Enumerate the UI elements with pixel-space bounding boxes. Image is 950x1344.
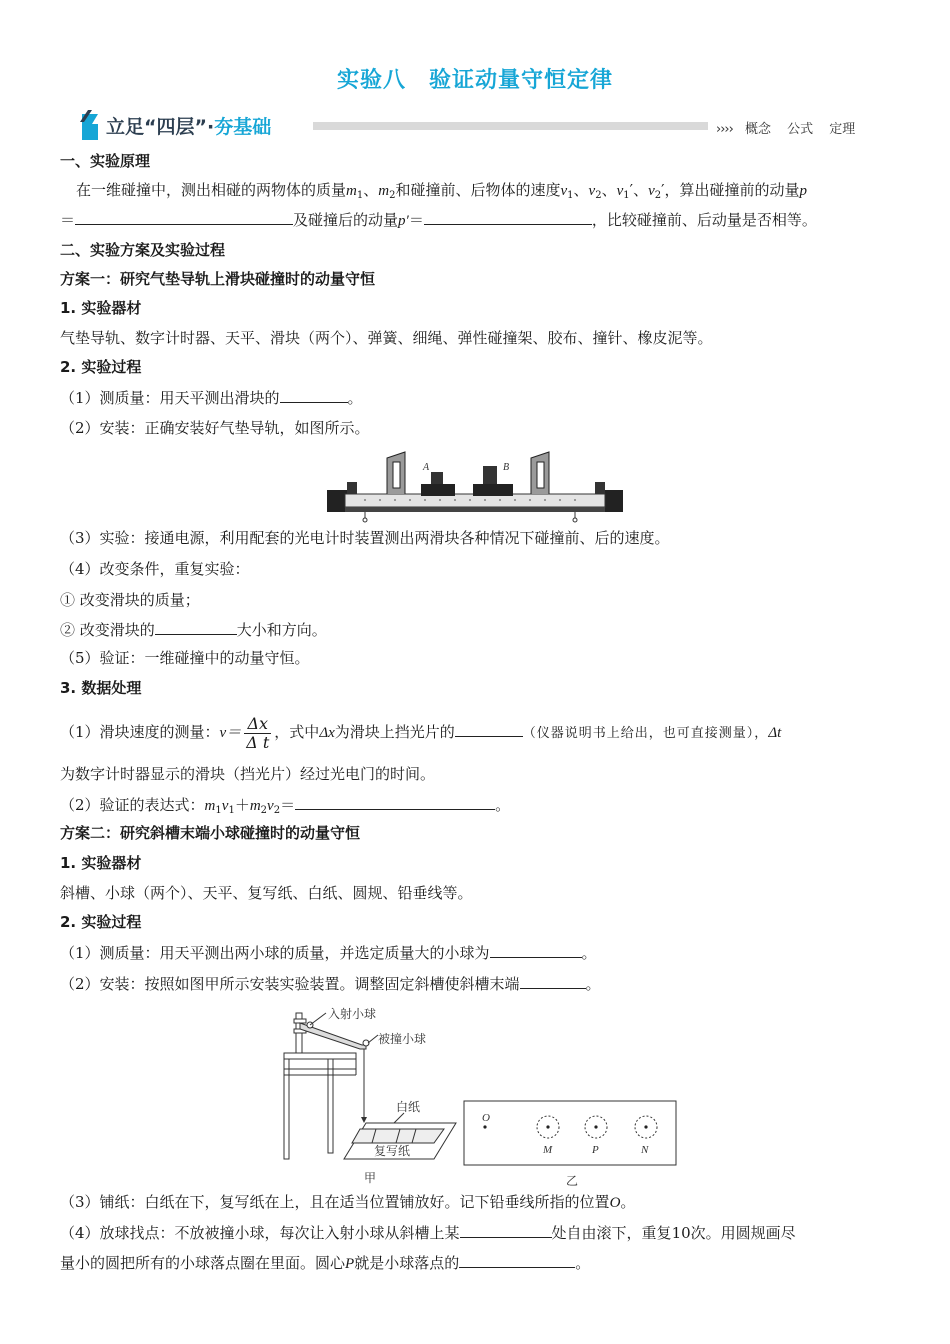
step-4b: ② 改变滑块的 大小和方向。 — [60, 621, 327, 639]
principle-line-1: 在一维碰撞中，测出相碰的两物体的质量$m_1$、$m_2$和碰撞前、后物体的速度$v_1$、$v_2$、$v_1'$、$v_2'$，算出碰撞前的动量p — [76, 181, 808, 201]
plan2-step-4-cont: 量小的圆把所有的小球落点圈在里面。圆心P就是小球落点的 。 — [60, 1254, 591, 1272]
collision-apparatus-figure — [276, 1005, 682, 1187]
caption-jia: 甲 — [364, 1171, 377, 1185]
step-5: （5）验证：一维碰撞中的动量守恒。 — [60, 649, 310, 667]
slider-a-label: A — [423, 462, 430, 473]
label-incident-ball: 入射小球 — [328, 1007, 377, 1021]
heading-principle: 一、实验原理 — [60, 152, 151, 170]
air-track-figure — [325, 450, 625, 525]
point-n-label: N — [641, 1144, 649, 1156]
caption-yi: 乙 — [566, 1174, 579, 1187]
tag-concept: 概念 — [744, 122, 771, 137]
label-white-paper: 白纸 — [396, 1100, 421, 1114]
blank-p-after — [424, 209, 592, 225]
data-1: （1）滑块速度的测量：v＝ $\frac{\Delta x}{\text{Δ t}}$ ，式中Δx为滑块上挡光片的 （仪器说明书上给出，也可直接测量），Δt — [60, 713, 782, 752]
plan2-step-1: （1）测质量：用天平测出两小球的质量，并选定质量大的小球为 。 — [60, 944, 597, 962]
plan2-equipment-text: 斜槽、小球（两个）、天平、复写纸、白纸、圆规、铅垂线等。 — [60, 884, 473, 902]
data-2: （2）验证的表达式：$m_1v_1+m_2v_2=$ 。 — [60, 796, 511, 816]
section-banner — [78, 110, 878, 144]
plan2-step-2: （2）安装：按照如图甲所示安装实验装置。调整固定斜槽使斜槽末端 。 — [60, 975, 601, 993]
step-2: （2）安装：正确安装好气垫导轨，如图所示。 — [60, 419, 370, 437]
banner-label: 立足“四层” — [106, 116, 207, 138]
tag-formula: 公式 — [787, 122, 814, 137]
plan1-process-heading: 2. 实验过程 — [60, 358, 142, 376]
step-1: （1）测质量：用天平测出滑块的 。 — [60, 389, 363, 407]
label-carbon-paper: 复写纸 — [374, 1144, 411, 1158]
page-title: 实验八 验证动量守恒定律 — [336, 68, 613, 93]
plan1-equipment-heading: 1. 实验器材 — [60, 299, 142, 317]
plan1-equipment-text: 气垫导轨、数字计时器、天平、滑块（两个）、弹簧、细绳、弹性碰撞架、胶布、撞针、橡皮泥等。 — [60, 329, 713, 347]
step-4a: ① 改变滑块的质量； — [60, 591, 200, 609]
point-o-label: O — [482, 1112, 490, 1124]
point-p-label: P — [592, 1144, 599, 1156]
step-4: （4）改变条件，重复实验： — [60, 560, 250, 578]
plan2-heading: 方案二：研究斜槽末端小球碰撞时的动量守恒 — [60, 824, 361, 842]
heading-scheme: 二、实验方案及实验过程 — [60, 241, 226, 259]
plan1-heading: 方案一：研究气垫导轨上滑块碰撞时的动量守恒 — [60, 270, 376, 288]
tag-theorem: 定理 — [829, 122, 856, 137]
banner-accent: 夯基础 — [214, 116, 272, 138]
principle-line-2: ＝ 及碰撞后的动量p′＝ ，比较碰撞前、后动量是否相等。 — [60, 211, 817, 229]
plan2-step-3: （3）铺纸：白纸在下，复写纸在上，且在适当位置铺放好。记下铅垂线所指的位置O。 — [60, 1193, 636, 1211]
banner-arrows: ›››› — [716, 122, 733, 137]
data-heading: 3. 数据处理 — [60, 679, 142, 697]
data-1-cont: 为数字计时器显示的滑块（挡光片）经过光电门的时间。 — [60, 765, 436, 783]
blank-p-before — [75, 209, 293, 225]
point-m-label: M — [543, 1144, 553, 1156]
banner-dot: · — [206, 116, 215, 138]
plan2-step-4: （4）放球找点：不放被撞小球，每次让入射小球从斜槽上某 处自由滚下，重复10次。用圆规画尽 — [60, 1224, 796, 1242]
step-3: （3）实验：接通电源，利用配套的光电计时装置测出两滑块各种情况下碰撞前、后的速度。 — [60, 529, 670, 547]
plan2-process-heading: 2. 实验过程 — [60, 913, 142, 931]
slider-b-label: B — [503, 462, 510, 473]
plan2-equipment-heading: 1. 实验器材 — [60, 854, 142, 872]
label-target-ball: 被撞小球 — [378, 1032, 427, 1046]
